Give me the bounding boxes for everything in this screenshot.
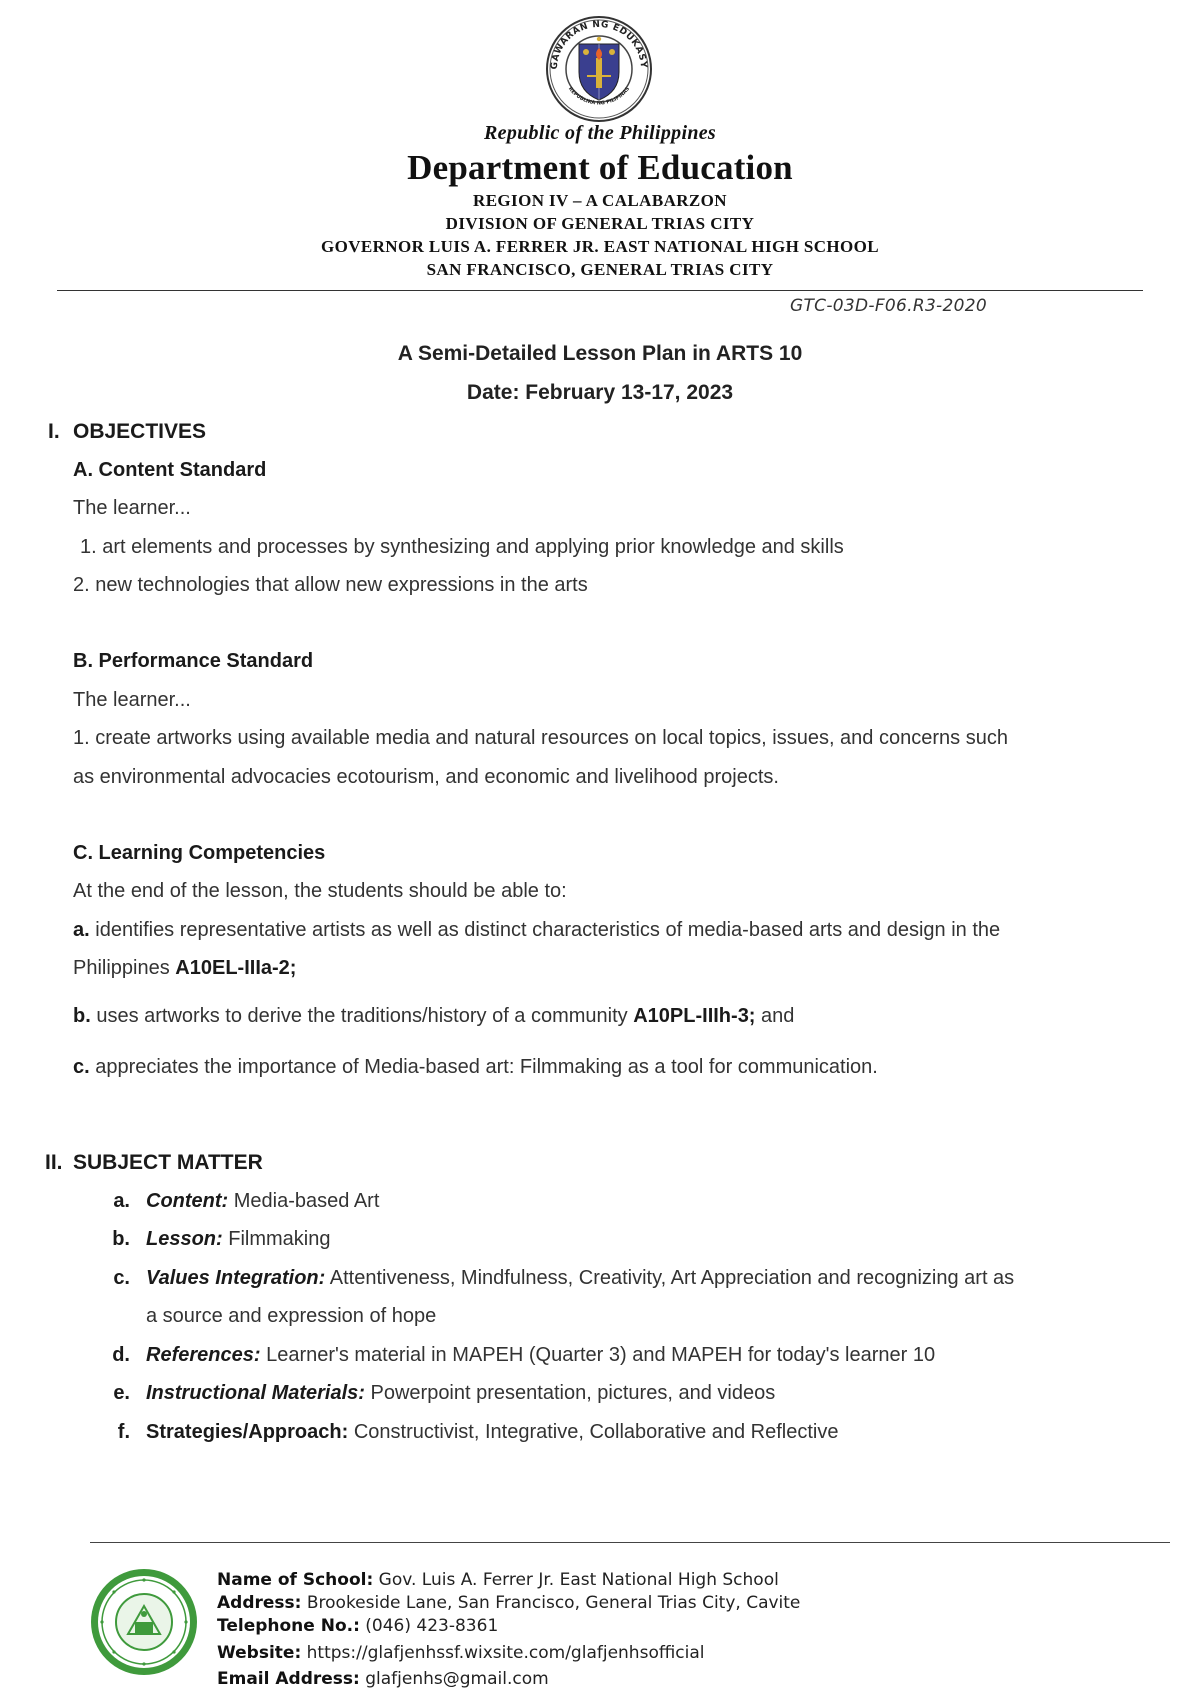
competency-b-label: b. <box>73 1005 91 1027</box>
performance-standard-line-1: 1. create artworks using available media and natural resources on local topics, issues, and concerns such <box>73 727 1008 749</box>
subject-item-key: Values Integration: <box>146 1267 326 1289</box>
performance-standard-intro: The learner... <box>73 689 191 711</box>
subject-item-key: Lesson: <box>146 1228 223 1250</box>
subject-item-key: Instructional Materials: <box>146 1382 365 1404</box>
subject-matter-heading: SUBJECT MATTER <box>73 1151 263 1174</box>
footer-school <box>217 1570 779 1590</box>
footer-divider <box>90 1542 1170 1543</box>
competency-a-text-2: Philippines <box>73 957 170 979</box>
footer-website-link[interactable]: https://glafjenhssf.wixsite.com/glafjenhsofficial <box>306 1643 705 1663</box>
school-seal-logo <box>88 1566 200 1678</box>
subject-item-key: Strategies/Approach: <box>146 1421 349 1443</box>
subject-matter-numeral: II. <box>45 1151 63 1174</box>
subject-item-value: Constructivist, Integrative, Collaborative and Reflective <box>353 1421 839 1443</box>
subject-item-label: b. <box>112 1228 130 1250</box>
department-heading: Department of Education <box>407 148 793 187</box>
competency-a-line-2 <box>73 957 296 980</box>
content-standard-intro: The learner... <box>73 497 191 519</box>
footer-website <box>217 1643 705 1663</box>
objectives-heading: OBJECTIVES <box>73 420 207 443</box>
republic-heading: Republic of the Philippines <box>484 122 716 144</box>
footer-telephone-label: Telephone No.: <box>217 1616 360 1636</box>
header-divider <box>57 290 1143 291</box>
competency-c <box>73 1056 878 1079</box>
learning-competencies-heading: C. Learning Competencies <box>73 842 326 864</box>
subject-item <box>146 1267 1014 1290</box>
subject-item-continuation: a source and expression of hope <box>146 1305 437 1327</box>
subject-item-label: d. <box>112 1344 130 1366</box>
footer-email-label: Email Address: <box>217 1669 360 1689</box>
subject-item <box>146 1421 839 1444</box>
footer-address-label: Address: <box>217 1593 302 1613</box>
competency-a-label: a. <box>73 919 90 941</box>
competency-b <box>73 1005 794 1028</box>
competency-c-label: c. <box>73 1056 90 1078</box>
lesson-plan-date: Date: February 13-17, 2023 <box>466 381 734 404</box>
performance-standard-line-2: as environmental advocacies ecotourism, and economic and livelihood projects. <box>73 766 779 788</box>
subject-item-label: c. <box>113 1267 130 1289</box>
footer-telephone <box>217 1616 498 1636</box>
subject-item-key: References: <box>146 1344 261 1366</box>
subject-item-label: f. <box>117 1421 130 1443</box>
subject-item <box>146 1344 935 1367</box>
content-standard-item-2: 2. new technologies that allow new expressions in the arts <box>73 574 588 596</box>
subject-item-label: e. <box>113 1382 130 1404</box>
competency-c-text: appreciates the importance of Media-based art: Filmmaking as a tool for communication. <box>95 1056 878 1078</box>
footer-address-value: Brookeside Lane, San Francisco, General Trias City, Cavite <box>306 1593 801 1613</box>
competency-a-line-1 <box>73 919 1000 942</box>
subject-item-key: Content: <box>146 1190 229 1212</box>
seal-text-bottom: REPUBLIKA NG PILIPINAS <box>566 86 632 107</box>
deped-seal-logo <box>543 14 655 124</box>
competency-b-tail: and <box>761 1005 795 1027</box>
footer-email <box>217 1669 549 1689</box>
subject-item-value: Learner's material in MAPEH (Quarter 3) and MAPEH for today's learner 10 <box>266 1344 936 1366</box>
competency-a-text: identifies representative artists as well as distinct characteristics of media-based arts and design in the <box>95 919 1001 941</box>
footer-address <box>217 1593 800 1613</box>
competency-b-code: A10PL-IIIh-3; <box>633 1005 756 1027</box>
subject-item <box>146 1228 331 1251</box>
region-line: REGION IV – A CALABARZON <box>473 191 727 210</box>
subject-item-value: Filmmaking <box>228 1228 331 1250</box>
subject-item <box>146 1190 379 1213</box>
objectives-numeral: I. <box>48 420 60 443</box>
performance-standard-heading: B. Performance Standard <box>73 650 314 672</box>
subject-item <box>146 1382 775 1405</box>
division-line: DIVISION OF GENERAL TRIAS CITY <box>445 214 755 233</box>
footer-school-label: Name of School: <box>217 1570 374 1590</box>
learning-competencies-intro: At the end of the lesson, the students should be able to: <box>73 880 567 902</box>
subject-item-value: Media-based Art <box>233 1190 380 1212</box>
footer-school-value: Gov. Luis A. Ferrer Jr. East National High School <box>378 1570 779 1590</box>
form-code: GTC-03D-F06.R3-2020 <box>790 296 987 316</box>
competency-b-text: uses artworks to derive the traditions/history of a community <box>96 1005 628 1027</box>
subject-item-value: Attentiveness, Mindfulness, Creativity, Art Appreciation and recognizing art as <box>329 1267 1015 1289</box>
competency-a-code: A10EL-IIIa-2; <box>175 957 297 979</box>
lesson-plan-title: A Semi-Detailed Lesson Plan in ARTS 10 <box>397 342 803 365</box>
school-line: GOVERNOR LUIS A. FERRER JR. EAST NATIONAL HIGH SCHOOL <box>320 237 880 256</box>
footer-email-link[interactable]: glafjenhs@gmail.com <box>365 1669 549 1689</box>
footer-telephone-value: (046) 423-8361 <box>365 1616 499 1636</box>
footer-website-label: Website: <box>217 1643 302 1663</box>
content-standard-item-1: 1. art elements and processes by synthesizing and applying prior knowledge and skills <box>80 536 844 558</box>
subject-item-label: a. <box>113 1190 130 1212</box>
subject-item-value: Powerpoint presentation, pictures, and videos <box>370 1382 776 1404</box>
location-line: SAN FRANCISCO, GENERAL TRIAS CITY <box>426 260 774 279</box>
content-standard-heading: A. Content Standard <box>73 459 267 481</box>
seal-text-top: GAWARAN NG EDUKASY <box>549 19 649 70</box>
